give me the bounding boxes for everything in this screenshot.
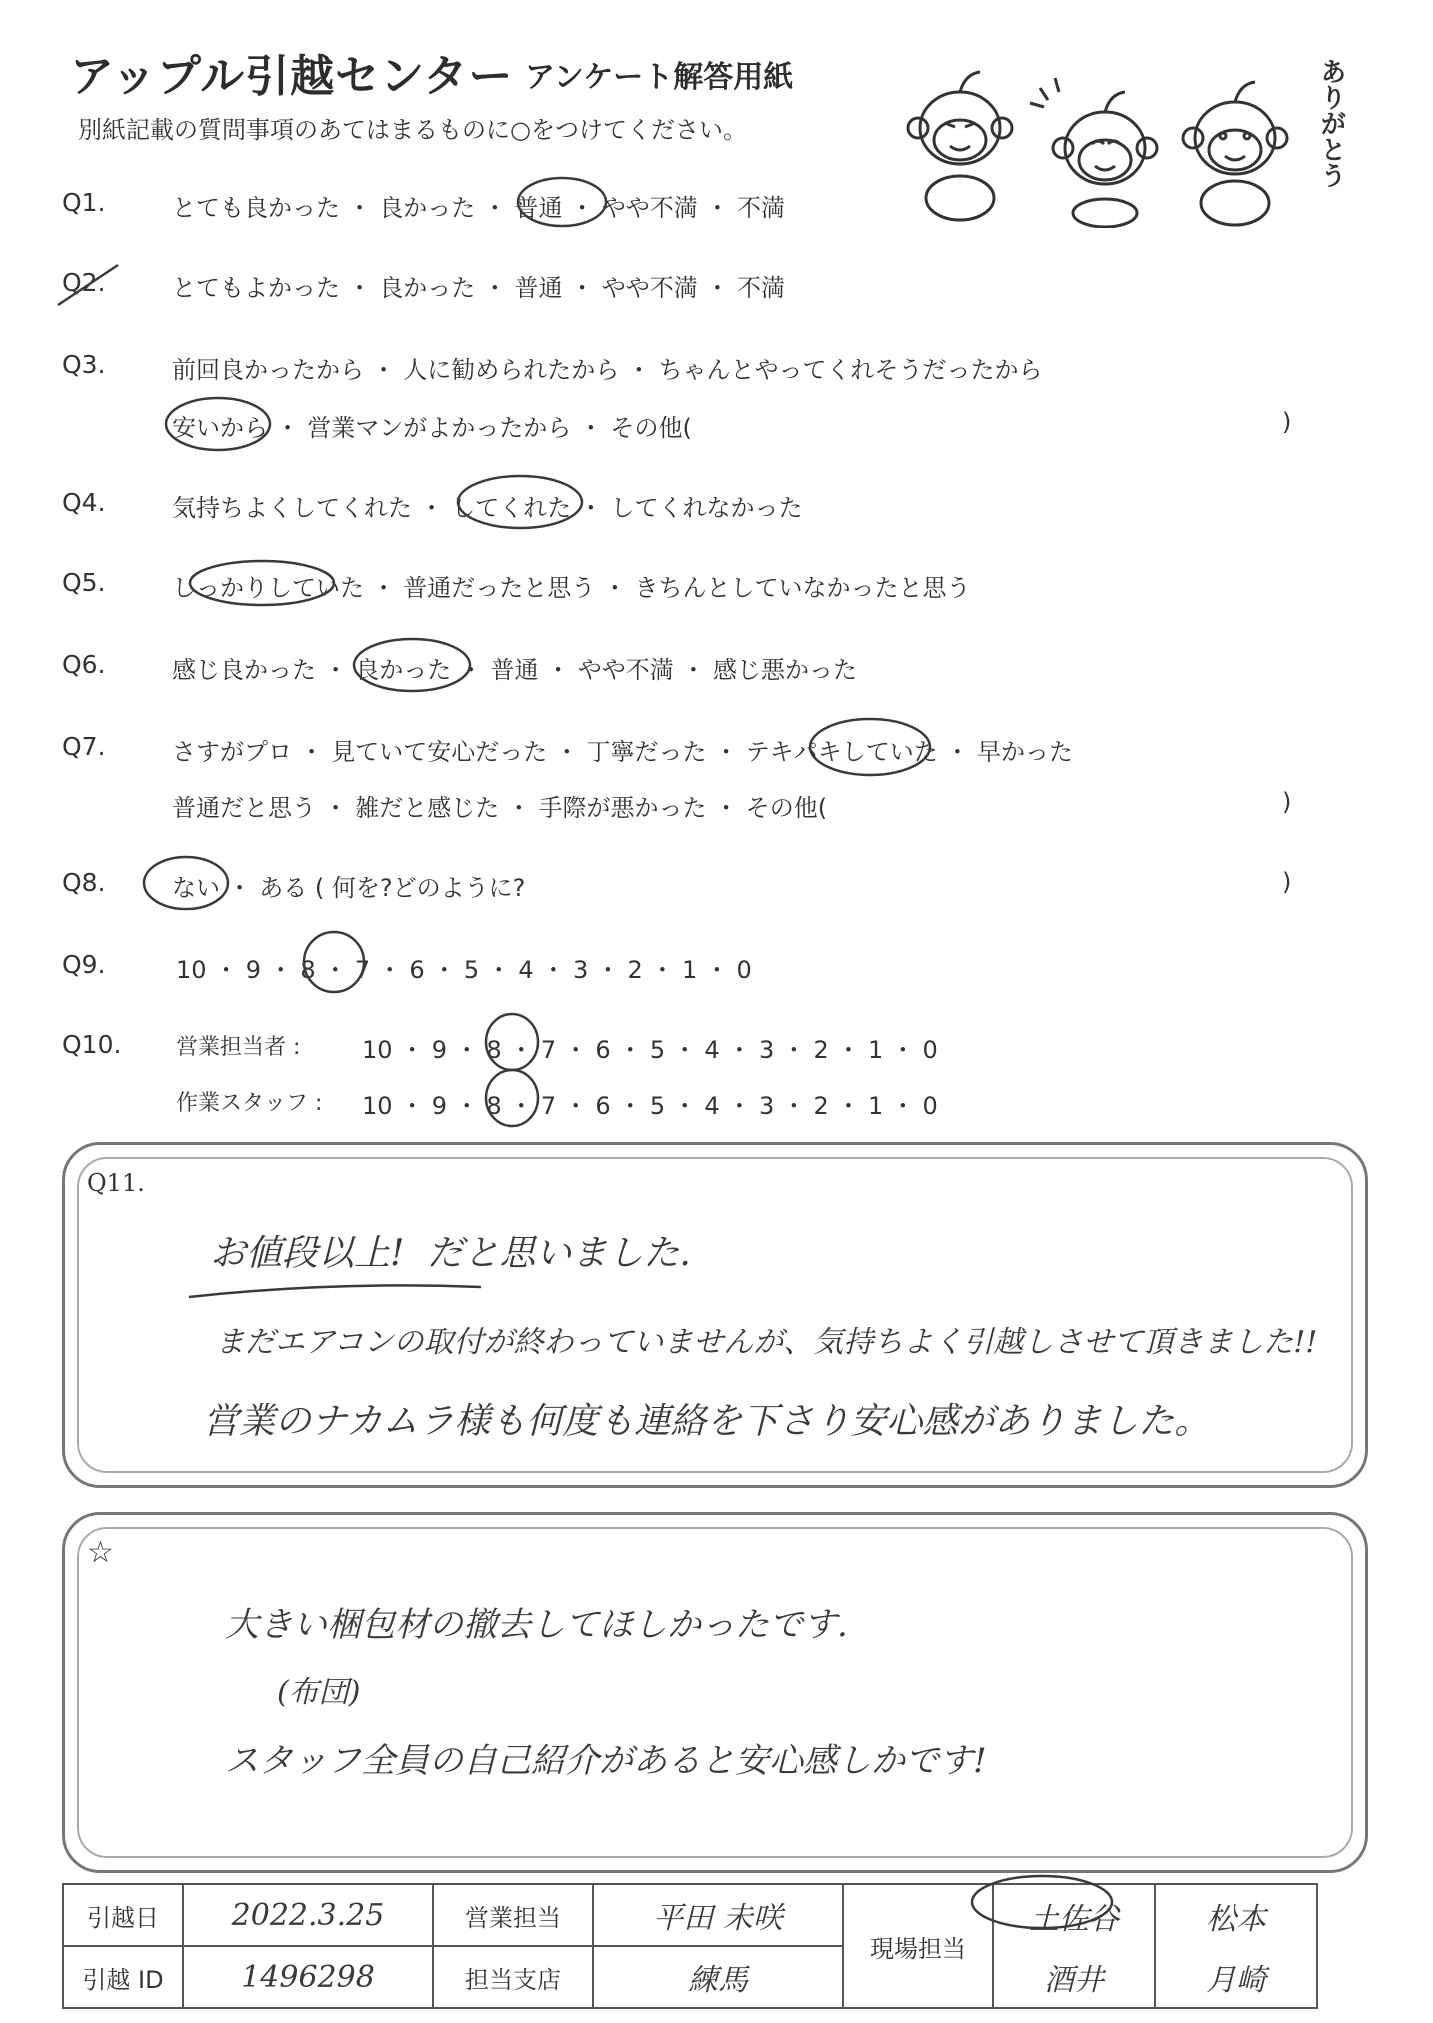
site-staff-1: 土佐谷 xyxy=(993,1884,1155,1946)
q8-options: ない ・ ある ( 何を?どのように? xyxy=(172,874,526,902)
instruction-text: 別紙記載の質問事項のあてはまるものに○をつけてください。 xyxy=(78,116,747,144)
q11-handwriting-line1: お値段以上! だと思いました. xyxy=(210,1233,691,1274)
site-staff-label: 現場担当 xyxy=(843,1884,993,2008)
q10-sales-label: 営業担当者 : xyxy=(176,1035,301,1060)
q8-selected-circle xyxy=(144,857,228,909)
q7-options-line2: 普通だと思う ・ 雑だと感じた ・ 手際が悪かった ・ その他( xyxy=(172,794,828,822)
q5-label: Q5. xyxy=(62,568,106,597)
q4-options: 気持ちよくしてくれた ・ してくれた ・ してくれなかった xyxy=(172,494,803,522)
q3-options-line1: 前回良かったから ・ 人に勧められたから ・ ちゃんとやってくれそうだったから xyxy=(172,356,1043,384)
site-staff-circle-mark xyxy=(0,1870,1433,1930)
company-title: アップル引越センター xyxy=(70,51,514,102)
q11-underline xyxy=(185,1275,485,1305)
q1-selected-circle xyxy=(518,178,606,226)
move-id-value: 1496298 xyxy=(183,1946,433,2008)
branch-label: 担当支店 xyxy=(433,1946,593,2008)
q7-label: Q7. xyxy=(62,732,106,761)
q3-selected-circle xyxy=(166,398,270,450)
q1-label: Q1. xyxy=(62,188,106,217)
q9-scale: 10 ・ 9 ・ 8 ・ 7 ・ 6 ・ 5 ・ 4 ・ 3 ・ 2 ・ 1 ・ 0 xyxy=(176,956,752,984)
q2-options: とてもよかった ・ 良かった ・ 普通 ・ やや不満 ・ 不満 xyxy=(172,274,786,302)
q7-options-line1: さすがプロ ・ 見ていて安心だった ・ 丁寧だった ・ テキパキしていた ・ 早かった xyxy=(172,738,1074,766)
star-handwriting-line1: 大きい梱包材の撤去してほしかったです. xyxy=(225,1605,848,1645)
q7-selected-circle xyxy=(810,719,930,775)
branch-value: 練馬 xyxy=(593,1946,843,2008)
q10-sales-scale: 10 ・ 9 ・ 8 ・ 7 ・ 6 ・ 5 ・ 4 ・ 3 ・ 2 ・ 1 ・ 0 xyxy=(362,1036,938,1064)
q2-strike-mark xyxy=(58,265,118,305)
q3-paren-close: ) xyxy=(1282,408,1292,436)
move-date-value: 2022.3.25 xyxy=(183,1884,433,1946)
q11-handwriting-line3: 営業のナカムラ様も何度も連絡を下さり安心感がありました。 xyxy=(203,1401,1211,1442)
q3-label: Q3. xyxy=(62,350,106,379)
q4-selected-circle xyxy=(458,476,582,528)
q6-options: 感じ良かった ・ 良かった ・ 普通 ・ やや不満 ・ 感じ悪かった xyxy=(172,656,858,684)
q11-label: Q11. xyxy=(87,1169,145,1197)
q8-label: Q8. xyxy=(62,868,106,897)
site-staff-3: 酒井 xyxy=(993,1946,1155,2008)
q5-options: しっかりしていた ・ 普通だったと思う ・ きちんとしていなかったと思う xyxy=(172,574,971,602)
q7-paren-close: ) xyxy=(1282,788,1292,816)
q10-label: Q10. xyxy=(62,1030,122,1059)
site-staff-4: 月崎 xyxy=(1155,1946,1317,2008)
q9-selected-circle xyxy=(304,932,364,992)
q2-label: Q2. xyxy=(62,268,106,297)
q6-selected-circle xyxy=(354,639,470,691)
q11-comment-box xyxy=(62,1142,1368,1488)
q8-paren-close: ) xyxy=(1282,868,1292,896)
form-subtitle: アンケート解答用紙 xyxy=(525,60,794,95)
star-handwriting-line3: スタッフ全員の自己紹介があると安心感しかです! xyxy=(225,1741,987,1781)
q11-handwriting-line2: まだエアコンの取付が終わっていませんが、気持ちよく引越しさせて頂きました!! xyxy=(215,1325,1318,1360)
move-id-label: 引越 ID xyxy=(63,1946,183,2008)
q9-label: Q9. xyxy=(62,950,106,979)
q10-staff-label: 作業スタッフ : xyxy=(176,1091,323,1116)
q10-sales-selected-circle xyxy=(486,1014,538,1070)
q6-label: Q6. xyxy=(62,650,106,679)
q4-label: Q4. xyxy=(62,488,106,517)
star-icon: ☆ xyxy=(87,1535,114,1570)
q1-options: とても良かった ・ 良かった ・ 普通 ・ やや不満 ・ 不満 xyxy=(172,194,786,222)
q3-options-line2: 安いから ・ 営業マンがよかったから ・ その他( xyxy=(172,414,692,442)
star-comment-box xyxy=(62,1512,1368,1873)
sales-rep-value: 平田 未咲 xyxy=(593,1884,843,1946)
sales-rep-label: 営業担当 xyxy=(433,1884,593,1946)
star-handwriting-line2: (布団) xyxy=(277,1675,361,1710)
q10-staff-selected-circle xyxy=(486,1070,538,1126)
mascot-thanks-text: ありがとう xyxy=(1316,58,1346,188)
site-staff-2: 松本 xyxy=(1155,1884,1317,1946)
q10-staff-scale: 10 ・ 9 ・ 8 ・ 7 ・ 6 ・ 5 ・ 4 ・ 3 ・ 2 ・ 1 ・ 0 xyxy=(362,1092,938,1120)
move-date-label: 引越日 xyxy=(63,1884,183,1946)
q5-selected-circle xyxy=(190,561,334,605)
